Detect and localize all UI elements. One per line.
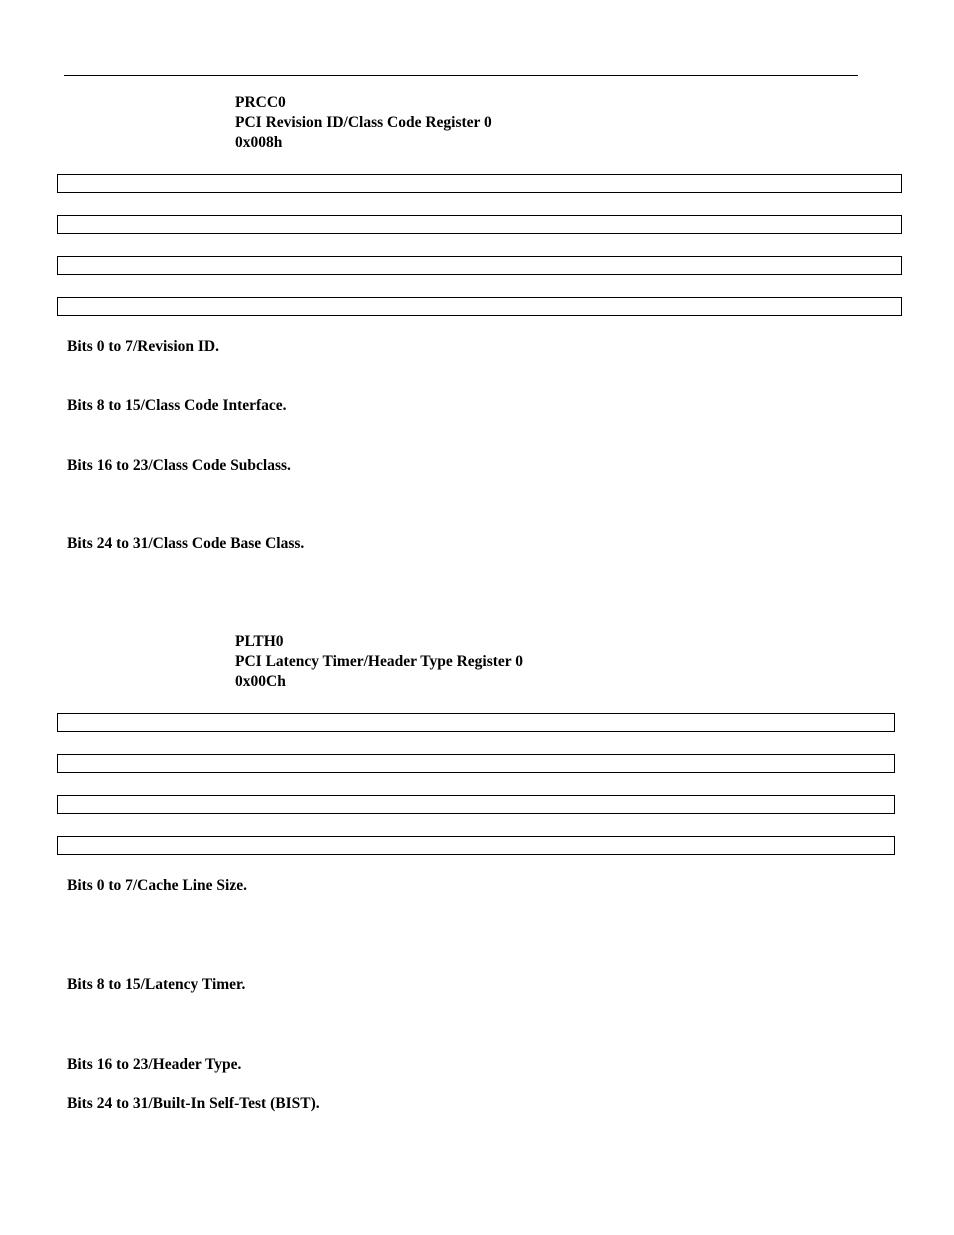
register-offset: 0x008h [235, 134, 283, 151]
prcc0-bit-table-row [57, 297, 902, 316]
register-name: PCI Latency Timer/Header Type Register 0 [235, 653, 524, 670]
plth0-register-header [235, 632, 523, 692]
register-mnemonic: PLTH0 [235, 633, 284, 650]
plth0-bit-table-row [57, 754, 895, 773]
field-description: Bits 8 to 15/Latency Timer. [67, 976, 246, 993]
prcc0-bit-table-row [57, 215, 902, 234]
plth0-bit-table-row [57, 836, 895, 855]
field-description: Bits 24 to 31/Class Code Base Class. [67, 535, 305, 552]
field-description: Bits 16 to 23/Class Code Subclass. [67, 457, 291, 474]
field-description: Bits 24 to 31/Built-In Self-Test (BIST). [67, 1095, 320, 1112]
header-rule [64, 75, 858, 76]
plth0-bit-table-row [57, 795, 895, 814]
field-description: Bits 8 to 15/Class Code Interface. [67, 397, 287, 414]
field-description: Bits 0 to 7/Revision ID. [67, 338, 219, 355]
register-mnemonic: PRCC0 [235, 94, 286, 111]
prcc0-bit-table-row [57, 174, 902, 193]
register-name: PCI Revision ID/Class Code Register 0 [235, 114, 492, 131]
field-description: Bits 16 to 23/Header Type. [67, 1056, 242, 1073]
prcc0-bit-table-row [57, 256, 902, 275]
plth0-bit-table-row [57, 713, 895, 732]
prcc0-register-header [235, 93, 492, 153]
field-description: Bits 0 to 7/Cache Line Size. [67, 877, 247, 894]
register-offset: 0x00Ch [235, 673, 286, 690]
